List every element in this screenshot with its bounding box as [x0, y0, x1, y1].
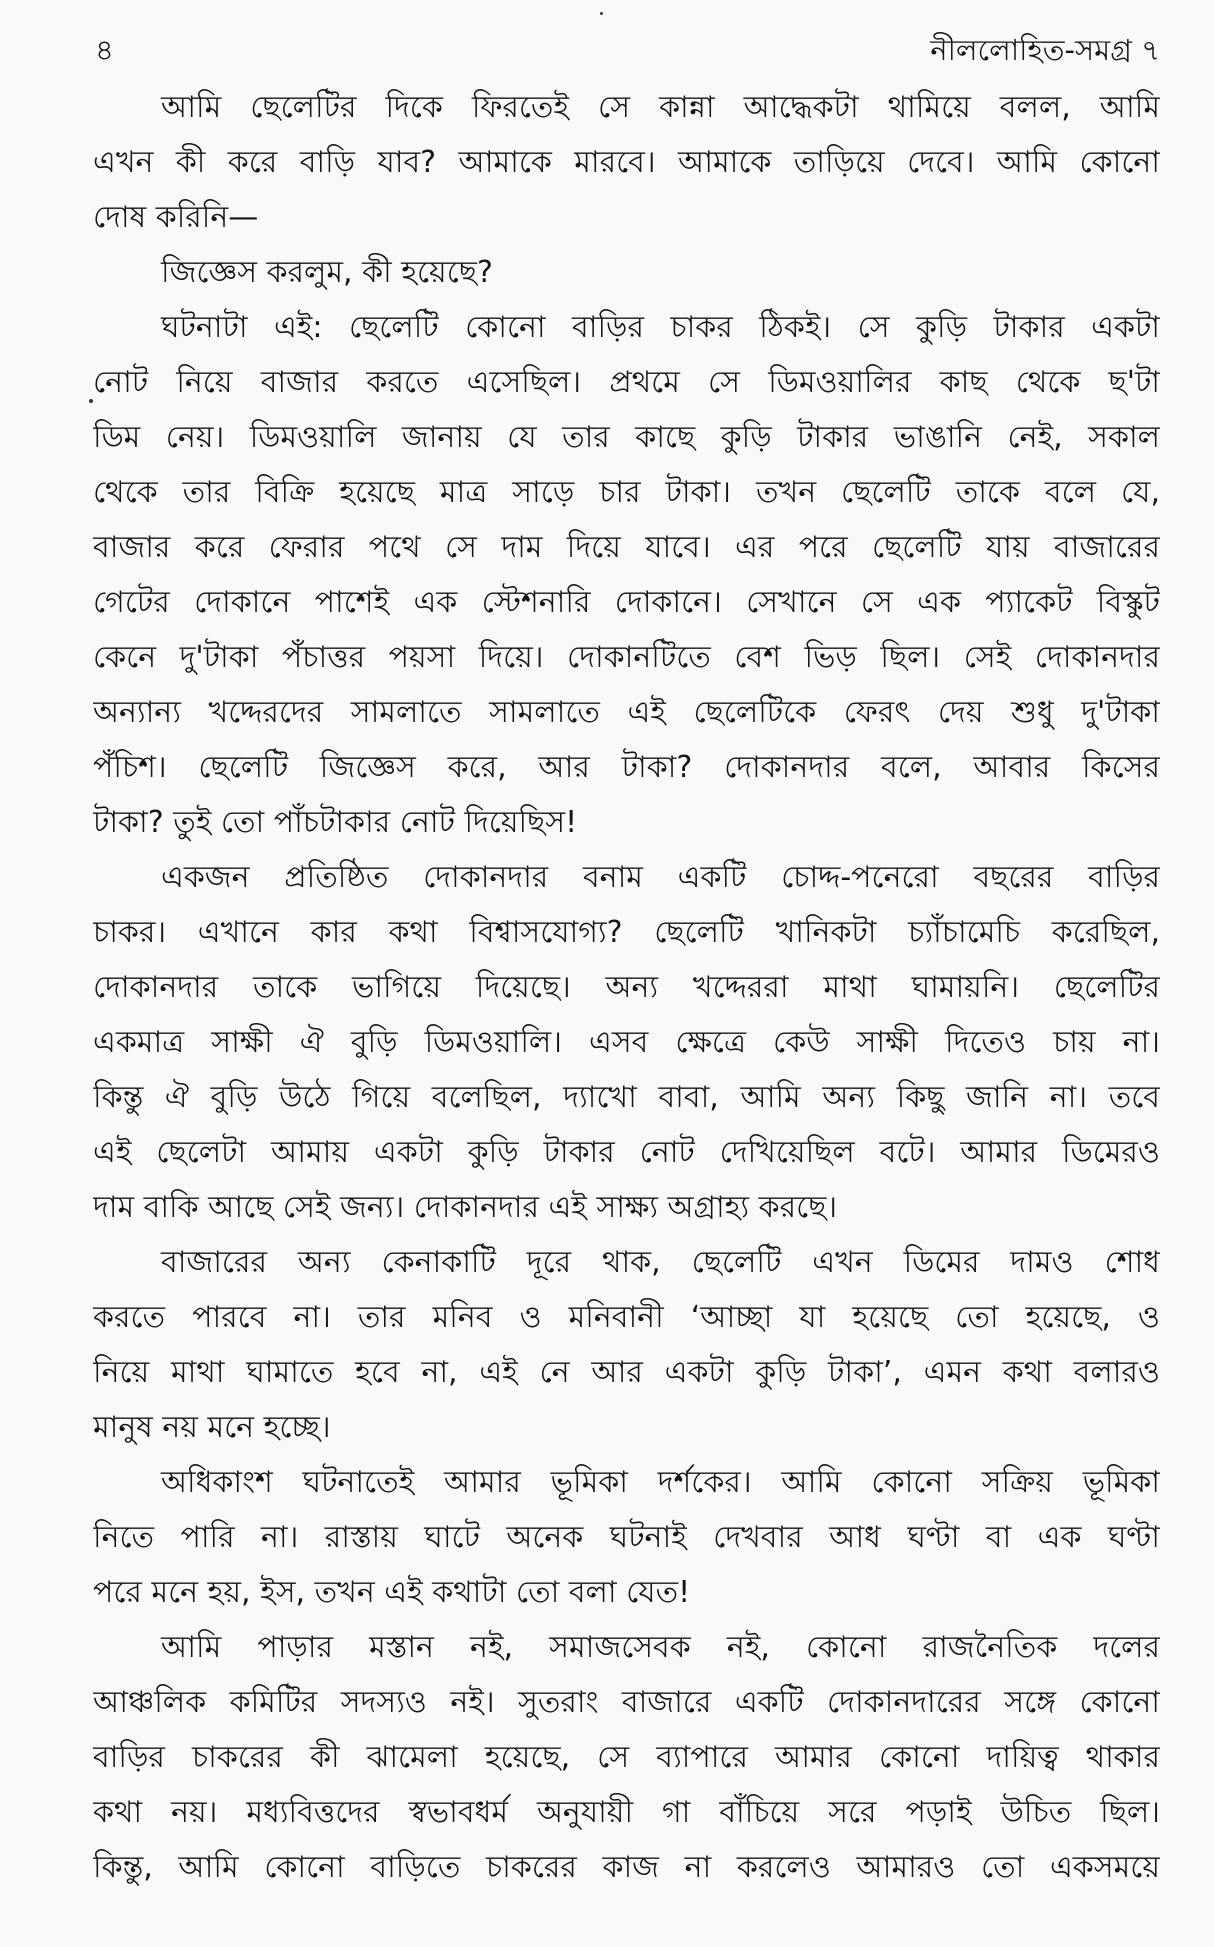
- text-line: এই ছেলেটা আমায় একটা কুড়ি টাকার নোট দেখিয়েছিল বটে। আমার ডিমেরও: [93, 1135, 1160, 1170]
- text-line: নোট নিয়ে বাজার করতে এসেছিল। প্রথমে সে ডিমওয়ালির কাছ থেকে ছ'টা: [93, 365, 1160, 400]
- text-line: আমি ছেলেটির দিকে ফিরতেই সে কান্না আদ্ধেকটা থামিয়ে বলল, আমি: [161, 90, 1160, 125]
- page-header: [93, 28, 1160, 72]
- scan-speck: [600, 12, 603, 15]
- text-line: পঁচিশ। ছেলেটি জিজ্ঞেস করে, আর টাকা? দোকানদার বলে, আবার কিসের: [93, 750, 1160, 785]
- text-line: চাকর। এখানে কার কথা বিশ্বাসযোগ্য? ছেলেটি খানিকটা চ্যাঁচামেচি করেছিল,: [93, 915, 1160, 950]
- text-line: অধিকাংশ ঘটনাতেই আমার ভূমিকা দর্শকের। আমি কোনো সক্রিয় ভূমিকা: [161, 1465, 1160, 1500]
- text-line: পরে মনে হয়, ইস, তখন এই কথাটা তো বলা যেত!: [93, 1575, 691, 1610]
- text-line: কিন্তু ঐ বুড়ি উঠে গিয়ে বলেছিল, দ্যাখো বাবা, আমি অন্য কিছু জানি না। তবে: [93, 1080, 1160, 1115]
- text-line: আমি পাড়ার মস্তান নই, সমাজসেবক নই, কোনো রাজনৈতিক দলের: [161, 1630, 1160, 1665]
- text-line: থেকে তার বিক্রি হয়েছে মাত্র সাড়ে চার টাকা। তখন ছেলেটি তাকে বলে যে,: [93, 475, 1160, 510]
- page-number: ৪: [95, 33, 114, 67]
- scan-speck: [89, 399, 93, 403]
- text-line: নিয়ে মাথা ঘামাতে হবে না, এই নে আর একটা কুড়ি টাকা’, এমন কথা বলারও: [93, 1355, 1160, 1390]
- text-line: এখন কী করে বাড়ি যাব? আমাকে মারবে। আমাকে তাড়িয়ে দেবে। আমি কোনো: [93, 145, 1160, 180]
- body-text: [93, 80, 1160, 1895]
- text-line: নিতে পারি না। রাস্তায় ঘাটে অনেক ঘটনাই দেখবার আধ ঘণ্টা বা এক ঘণ্টা: [93, 1520, 1160, 1555]
- text-line: কথা নয়। মধ্যবিত্তদের স্বভাবধর্ম অনুযায়ী গা বাঁচিয়ে সরে পড়াই উচিত ছিল।: [93, 1795, 1160, 1830]
- text-line: একজন প্রতিষ্ঠিত দোকানদার বনাম একটি চোদ্দ-পনেরো বছরের বাড়ির: [161, 860, 1160, 895]
- running-title: নীললোহিত-সমগ্র ৭: [930, 33, 1160, 67]
- text-line: দোকানদার তাকে ভাগিয়ে দিয়েছে। অন্য খদ্দেররা মাথা ঘামায়নি। ছেলেটির: [93, 970, 1160, 1005]
- text-line: মানুষ নয় মনে হচ্ছে।: [93, 1410, 331, 1445]
- text-line: জিজ্ঞেস করলুম, কী হয়েছে?: [161, 255, 493, 290]
- text-line: কেনে দু'টাকা পঁচাত্তর পয়সা দিয়ে। দোকানটিতে বেশ ভিড় ছিল। সেই দোকানদার: [93, 640, 1160, 675]
- text-line: দাম বাকি আছে সেই জন্য। দোকানদার এই সাক্ষ্য অগ্রাহ্য করছে।: [93, 1190, 838, 1225]
- text-line: বাজারের অন্য কেনাকাটি দূরে থাক, ছেলেটি এখন ডিমের দামও শোধ: [161, 1245, 1160, 1280]
- text-line: করতে পারবে না। তার মনিব ও মনিবানী ‘আচ্ছা যা হয়েছে তো হয়েছে, ও: [93, 1300, 1160, 1335]
- text-line: বাজার করে ফেরার পথে সে দাম দিয়ে যাবে। এর পরে ছেলেটি যায় বাজারের: [93, 530, 1160, 565]
- text-line: ডিম নেয়। ডিমওয়ালি জানায় যে তার কাছে কুড়ি টাকার ভাঙানি নেই, সকাল: [93, 420, 1160, 455]
- text-line: অন্যান্য খদ্দেরদের সামলাতে সামলাতে এই ছেলেটিকে ফেরৎ দেয় শুধু দু'টাকা: [93, 695, 1160, 730]
- text-line: গেটের দোকানে পাশেই এক স্টেশনারি দোকানে। সেখানে সে এক প্যাকেট বিস্কুট: [93, 585, 1160, 620]
- text-line: আঞ্চলিক কমিটির সদস্যও নই। সুতরাং বাজারে একটি দোকানদারের সঙ্গে কোনো: [93, 1685, 1160, 1720]
- text-line: টাকা? তুই তো পাঁচটাকার নোট দিয়েছিস!: [93, 805, 578, 840]
- text-line: বাড়ির চাকরের কী ঝামেলা হয়েছে, সে ব্যাপারে আমার কোনো দায়িত্ব থাকার: [93, 1740, 1160, 1775]
- text-line: ঘটনাটা এই: ছেলেটি কোনো বাড়ির চাকর ঠিকই। সে কুড়ি টাকার একটা: [161, 310, 1160, 345]
- text-line: একমাত্র সাক্ষী ঐ বুড়ি ডিমওয়ালি। এসব ক্ষেত্রে কেউ সাক্ষী দিতেও চায় না।: [93, 1025, 1160, 1060]
- text-line: দোষ করিনি—: [93, 200, 259, 235]
- text-line: কিন্তু, আমি কোনো বাড়িতে চাকরের কাজ না করলেও আমারও তো একসময়ে: [93, 1850, 1160, 1885]
